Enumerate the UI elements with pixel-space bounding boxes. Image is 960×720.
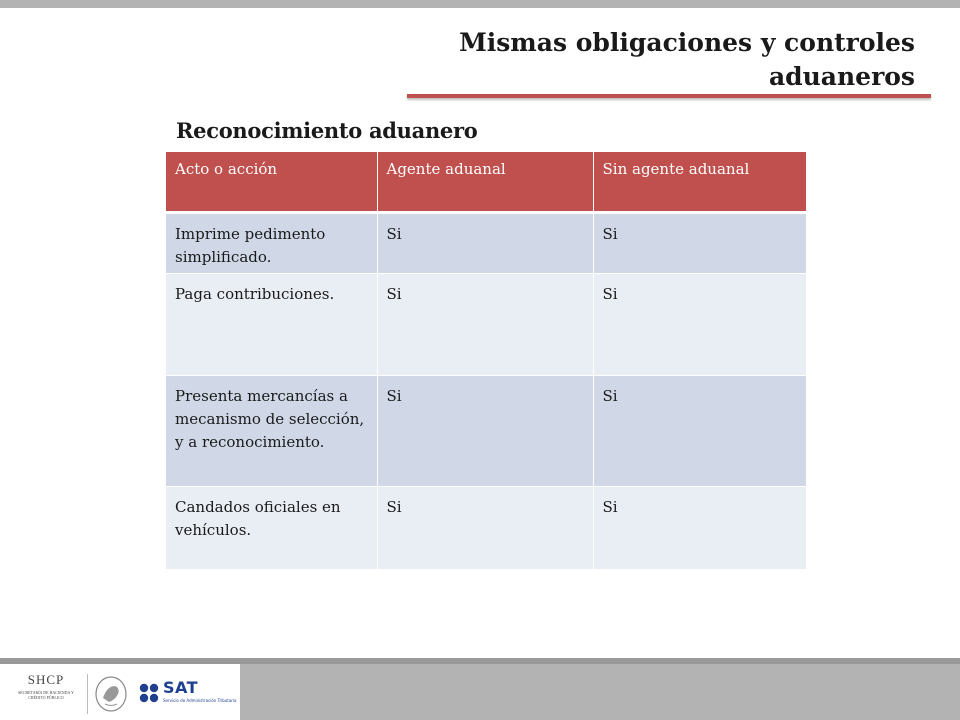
row-sin-agente-value: Si [593, 486, 806, 569]
shcp-logo [10, 672, 82, 700]
obligations-table [166, 152, 806, 570]
row-agente-value: Si [377, 375, 593, 486]
table-row [166, 375, 806, 486]
top-bar [0, 0, 960, 8]
row-agente-value: Si [377, 273, 593, 375]
sat-dots-icon [138, 682, 160, 704]
slide-title: Mismas obligaciones y controles aduaneros [459, 28, 915, 91]
row-sin-agente-value: Si [593, 375, 806, 486]
table-row [166, 486, 806, 569]
header-agente: Agente aduanal [377, 152, 593, 212]
table-subtitle: Reconocimiento aduanero [176, 118, 478, 143]
row-action: Candados oficiales en vehículos. [166, 486, 377, 569]
header-sin-agente: Sin agente aduanal [593, 152, 806, 212]
table-row [166, 212, 806, 273]
row-sin-agente-value: Si [593, 273, 806, 375]
logos-panel [0, 664, 240, 720]
sat-logo-subtext: Servicio de Administración Tributaria [163, 698, 237, 703]
row-action: Presenta mercancías a mecanismo de selección, y a reconocimiento. [166, 375, 377, 486]
shcp-logo-text: SHCP [27, 672, 65, 687]
row-agente-value: Si [377, 486, 593, 569]
title-underline [407, 94, 931, 98]
sat-logo-text: SAT [163, 678, 199, 697]
header-acto: Acto o acción [166, 152, 377, 212]
logo-separator [87, 674, 88, 714]
row-action: Imprime pedimento simplificado. [166, 212, 377, 273]
table-header-row [166, 152, 806, 212]
table-row [166, 273, 806, 375]
row-agente-value: Si [377, 212, 593, 273]
mexican-eagle-seal-icon [93, 674, 129, 714]
row-action: Paga contribuciones. [166, 273, 377, 375]
footer-bar [0, 658, 960, 720]
row-sin-agente-value: Si [593, 212, 806, 273]
shcp-logo-subtext: SECRETARÍA DE HACIENDA Y CRÉDITO PÚBLICO [18, 690, 74, 700]
